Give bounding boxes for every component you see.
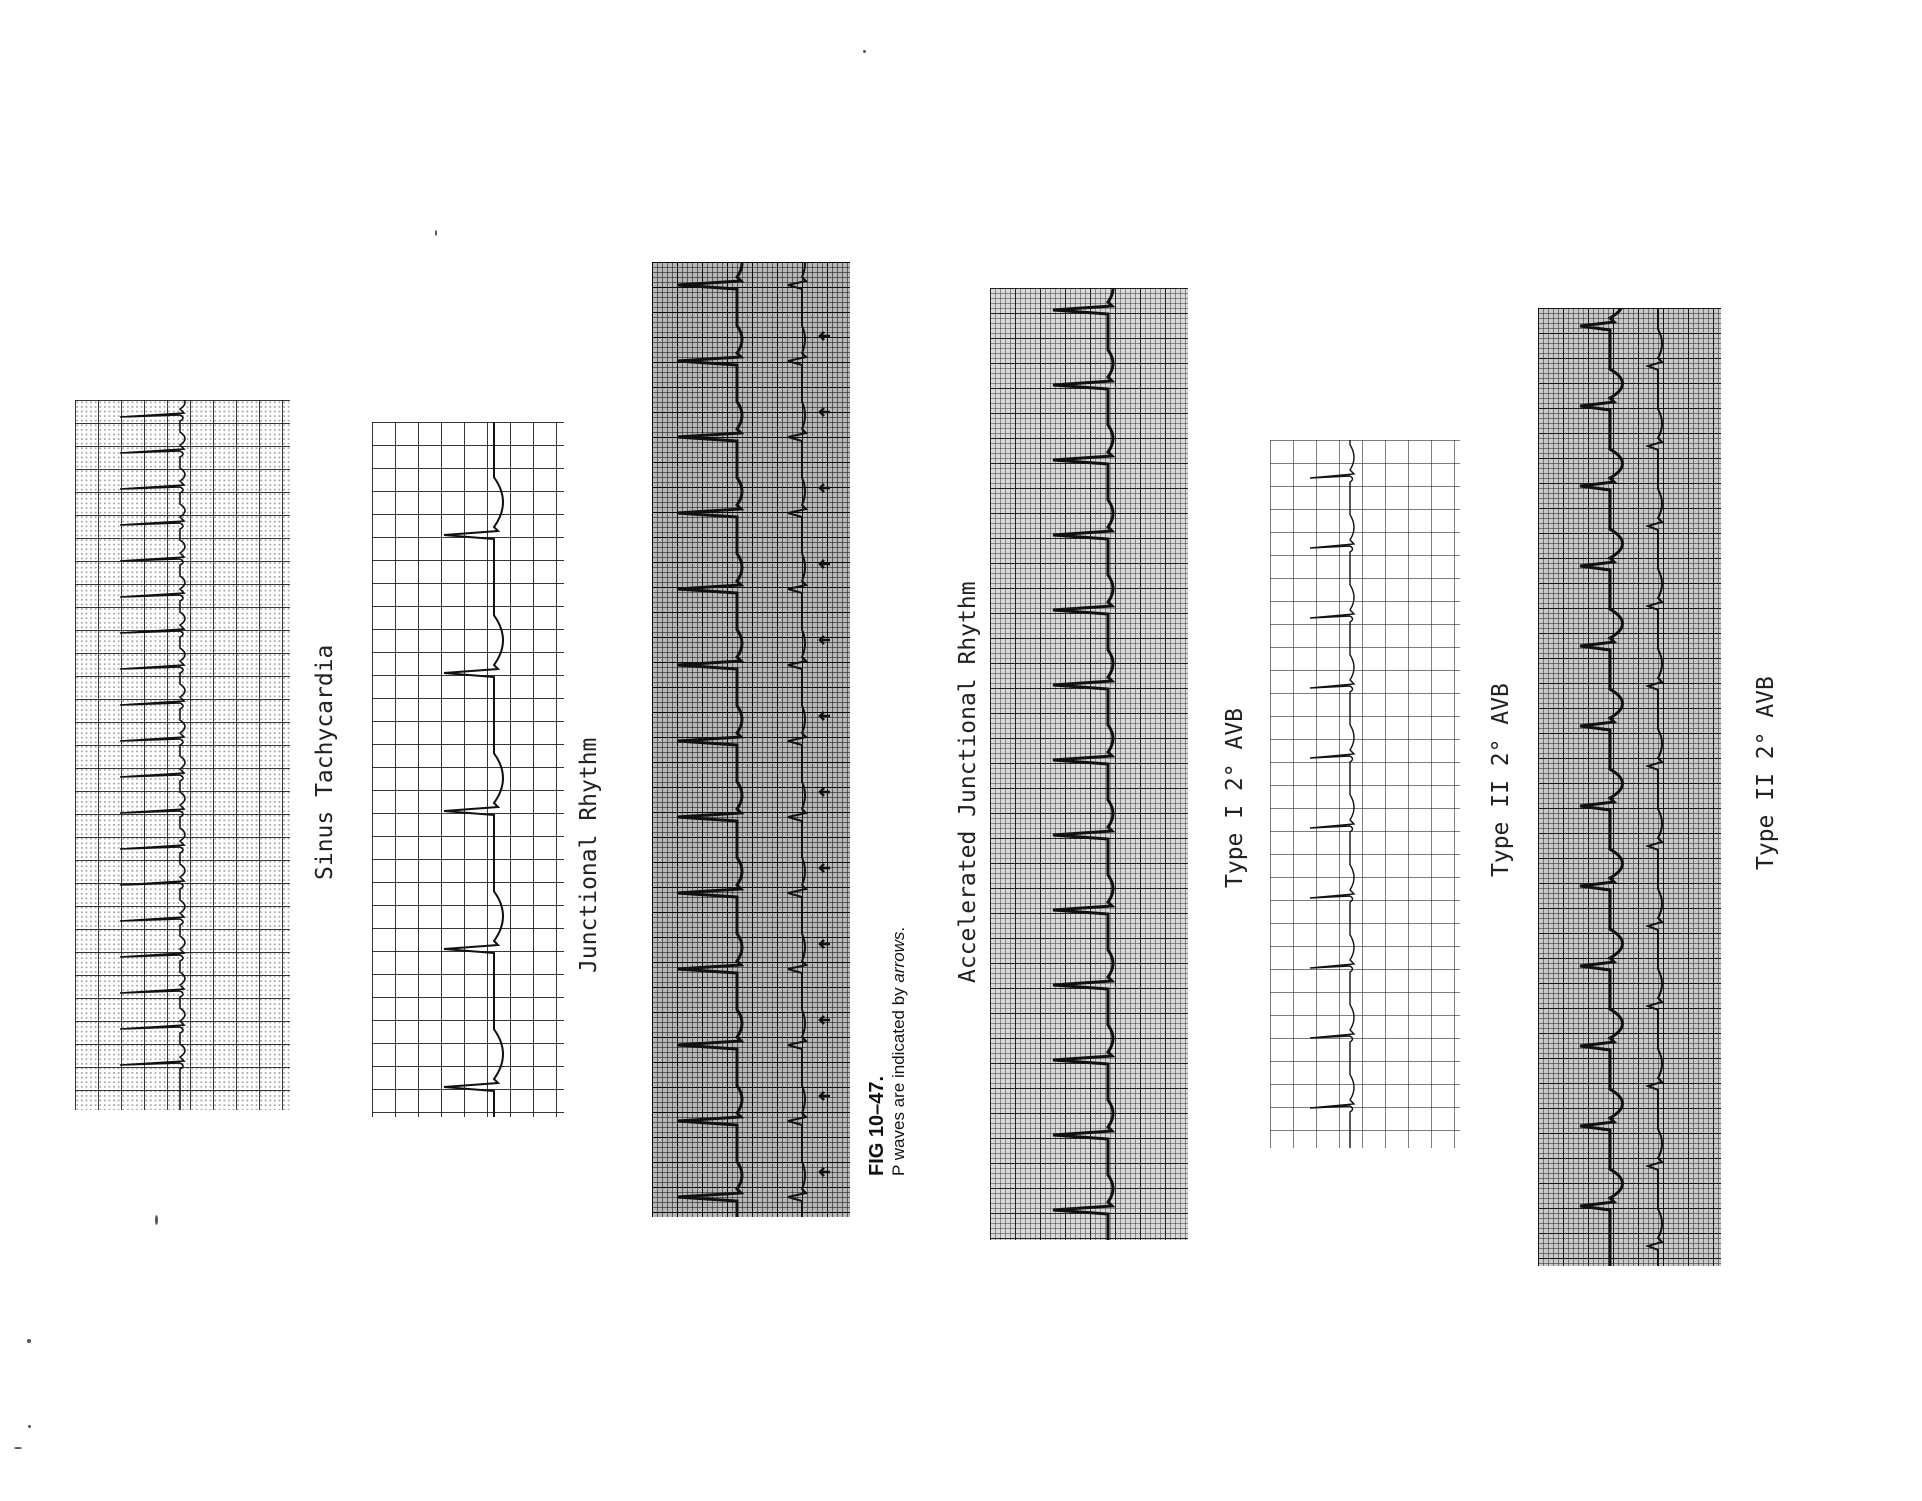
label-type-ii-avb-a: Type II 2° AVB xyxy=(1488,683,1514,877)
label-junctional-rhythm: Junctional Rhythm xyxy=(576,737,602,973)
scan-speck xyxy=(155,1215,158,1225)
scan-speck xyxy=(14,1447,22,1449)
ecg-trace-path xyxy=(788,262,806,1217)
ecg-strip-type-i-avb xyxy=(1270,440,1460,1148)
p-wave-arrow-icon xyxy=(820,1168,830,1176)
figure-number: FIG 10–47. xyxy=(866,1075,888,1176)
ecg-strip-sinus-tachycardia xyxy=(75,400,290,1110)
figure-caption xyxy=(866,927,909,1176)
p-wave-arrow-icon xyxy=(820,1016,830,1024)
scan-speck xyxy=(27,1339,31,1343)
ecg-trace-type-ii-avb xyxy=(1538,308,1721,1266)
label-sinus-tachycardia: Sinus Tachycardia xyxy=(312,644,338,880)
ecg-strip-p-waves xyxy=(652,262,850,1217)
ecg-trace-accelerated-junctional xyxy=(990,288,1188,1240)
ecg-trace-junctional-rhythm xyxy=(372,422,564,1117)
p-wave-arrow-icon xyxy=(820,788,830,796)
ecg-trace-sinus-tachycardia xyxy=(75,400,290,1110)
ecg-trace-path xyxy=(1648,308,1662,1266)
ecg-trace-path xyxy=(1053,288,1113,1240)
p-wave-arrow-icon xyxy=(820,484,830,492)
p-wave-arrow-icon xyxy=(820,1092,830,1100)
ecg-trace-p-waves xyxy=(652,262,850,1217)
label-type-i-avb: Type I 2° AVB xyxy=(1222,707,1248,888)
label-accelerated-junctional-rhythm: Accelerated Junctional Rhythm xyxy=(955,581,981,983)
p-wave-arrow-icon xyxy=(820,940,830,948)
scan-speck xyxy=(435,230,437,236)
p-wave-arrow-icon xyxy=(820,408,830,416)
scan-speck xyxy=(863,50,866,53)
p-wave-arrow-icon xyxy=(820,712,830,720)
ecg-trace-path xyxy=(120,400,185,1110)
ecg-strip-type-ii-avb xyxy=(1538,308,1721,1266)
p-wave-arrow-icon xyxy=(820,864,830,872)
label-type-ii-avb-b: Type II 2° AVB xyxy=(1753,676,1779,870)
p-wave-arrow-icon xyxy=(820,560,830,568)
p-wave-arrow-icon xyxy=(820,332,830,340)
ecg-strip-accelerated-junctional-rhythm xyxy=(990,288,1188,1240)
ecg-trace-path xyxy=(1580,308,1623,1266)
scan-speck xyxy=(28,1425,31,1428)
p-wave-arrow-icon xyxy=(820,636,830,644)
ecg-trace-type-i-avb xyxy=(1270,440,1460,1148)
ecg-trace-path xyxy=(677,262,742,1217)
ecg-trace-path xyxy=(444,422,503,1117)
ecg-strip-junctional-rhythm xyxy=(372,422,564,1117)
ecg-trace-path xyxy=(1310,440,1354,1148)
figure-description: P waves are indicated by arrows. xyxy=(889,926,908,1176)
